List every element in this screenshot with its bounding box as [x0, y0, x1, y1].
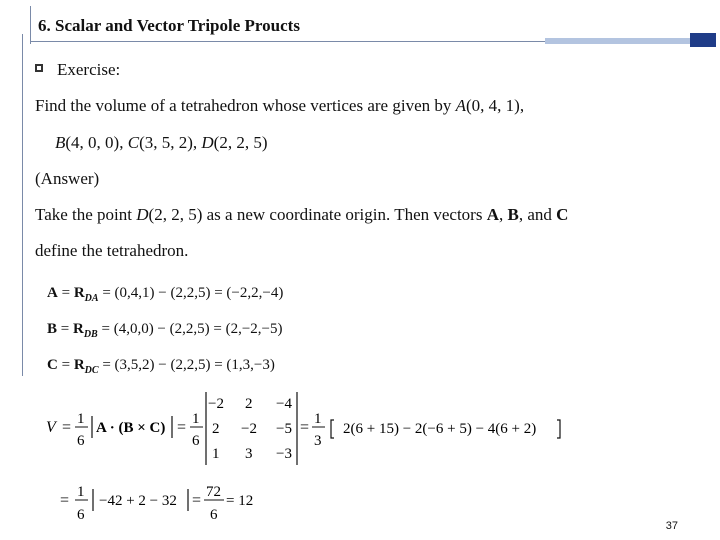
- expansion: 2(6 + 15) − 2(−6 + 5) − 4(6 + 2): [343, 421, 537, 437]
- vector-b-label: B: [507, 205, 519, 224]
- det-r2c2: −2: [241, 421, 257, 437]
- take-rest: (2, 2, 5) as a new coordinate origin. Then vectors: [148, 205, 483, 224]
- triple-product: A · (B × C): [96, 420, 166, 436]
- eq-c-r: R: [73, 357, 85, 373]
- volume-equals-3: =: [300, 419, 310, 436]
- eq-c-rhs: = (3,5,2) − (2,2,5) = (1,3,−3): [102, 357, 275, 373]
- vertex-d-label: D: [201, 133, 214, 152]
- vertex-c-label: C: [127, 133, 140, 152]
- final-num: 72: [206, 484, 221, 500]
- vertex-d-coords: (2, 2, 5): [213, 133, 268, 152]
- frac1-num: 1: [77, 411, 85, 427]
- frac1-den: 6: [77, 433, 85, 449]
- eq-a-lhs: A: [47, 285, 58, 301]
- equation-b: [47, 321, 283, 340]
- comma-text: ,: [499, 205, 504, 224]
- eq-b-lhs: B: [47, 321, 58, 337]
- bracket-left: [331, 420, 334, 438]
- equation-a: [47, 285, 283, 304]
- vertex-c-coords: (3, 5, 2),: [139, 133, 198, 152]
- take-line: [35, 205, 568, 225]
- frac2-den: 6: [192, 433, 200, 449]
- title-accent-light: [545, 38, 690, 44]
- final-equals-2: =: [192, 492, 202, 509]
- final-frac-den: 6: [77, 507, 85, 523]
- problem-line-2: [55, 133, 268, 153]
- eq-a-sub: DA: [84, 293, 99, 304]
- bracket-right: [557, 420, 560, 438]
- det-r2c3: −5: [276, 421, 292, 437]
- det-r3c2: 3: [245, 446, 253, 462]
- page-number: 37: [665, 520, 678, 532]
- title-accent-dark: [690, 33, 716, 47]
- frac3-num: 1: [314, 411, 322, 427]
- volume-equals-1: =: [62, 419, 72, 436]
- volume-v: V: [46, 419, 56, 436]
- origin-label: D: [136, 205, 149, 224]
- eq-b-r: R: [72, 321, 84, 337]
- final-equals-1: =: [60, 492, 70, 509]
- frac2-num: 1: [192, 411, 200, 427]
- det-r1c1: −2: [208, 396, 224, 412]
- take-prefix: Take the point: [35, 205, 133, 224]
- final-den: 6: [210, 507, 218, 523]
- eq-a-rhs: = (0,4,1) − (2,2,5) = (−2,2,−4): [102, 285, 284, 301]
- problem-line-1: [35, 96, 524, 116]
- exercise-label: Exercise:: [57, 60, 121, 79]
- vertex-a-coords: (0, 4, 1),: [466, 96, 525, 115]
- vector-c-label: C: [556, 205, 569, 224]
- det-r2c1: 2: [212, 421, 220, 437]
- left-rule-inner: [30, 6, 31, 44]
- eq-c-lhs: C: [47, 357, 58, 373]
- eq-b-rhs: = (4,0,0) − (2,2,5) = (2,−2,−5): [101, 321, 283, 337]
- final-result: = 12: [226, 493, 254, 509]
- eq-c-equals: =: [61, 357, 71, 373]
- det-r1c2: 2: [245, 396, 253, 412]
- final-frac-num: 1: [77, 484, 85, 500]
- det-r1c3: −4: [276, 396, 292, 412]
- vertex-b-coords: (4, 0, 0),: [65, 133, 124, 152]
- frac3-den: 3: [314, 433, 322, 449]
- equation-c: [47, 357, 275, 376]
- vertex-b-label: B: [55, 133, 66, 152]
- eq-c-sub: DC: [84, 365, 99, 376]
- eq-b-sub: DB: [83, 329, 98, 340]
- eq-b-equals: =: [60, 321, 70, 337]
- det-r3c3: −3: [276, 446, 292, 462]
- det-r3c1: 1: [212, 446, 220, 462]
- vertex-a-label: A: [455, 96, 467, 115]
- problem-prefix: Find the volume of a tetrahedron whose vertices are given by: [35, 96, 452, 115]
- eq-a-equals: =: [61, 285, 71, 301]
- and-text: , and: [518, 205, 552, 224]
- volume-equals-2: =: [177, 419, 187, 436]
- eq-a-r: R: [73, 285, 85, 301]
- answer-label: (Answer): [35, 169, 100, 188]
- final-inner: −42 + 2 − 32: [99, 493, 177, 509]
- define-line: define the tetrahedron.: [35, 241, 189, 260]
- volume-equation: [0, 390, 720, 540]
- left-rule-outer: [22, 34, 23, 376]
- square-bullet-icon: [35, 64, 43, 72]
- slide-title: 6. Scalar and Vector Tripole Proucts: [38, 16, 300, 35]
- vector-a-label: A: [486, 205, 499, 224]
